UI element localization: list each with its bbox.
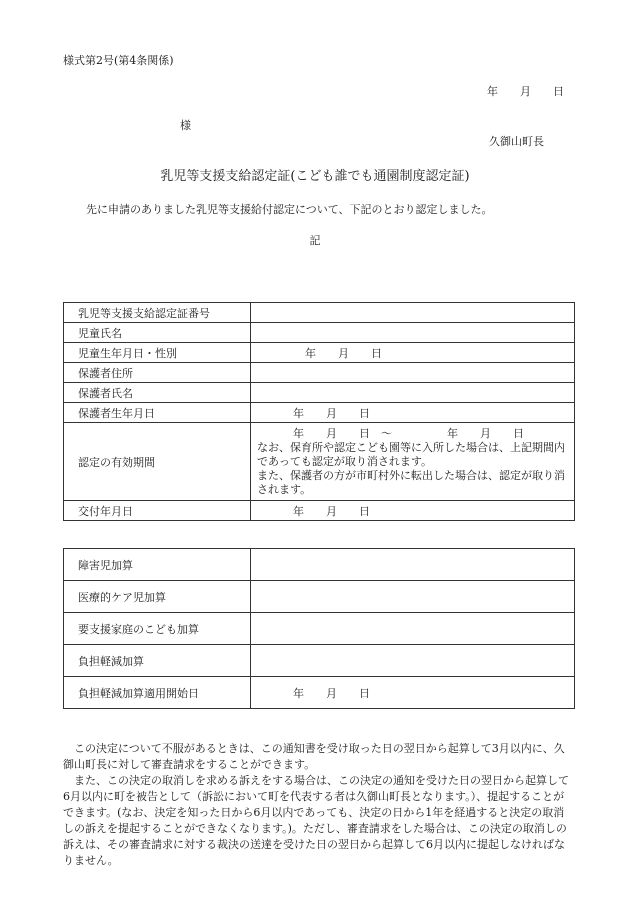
- table-row: [64, 581, 575, 613]
- appeal-notice-paragraph-2: また、この決定の取消しを求める訴えをする場合は、この決定の通知を受けた日の翌日から起算して6月以内に町を被告として（訴訟において町を代表する者は久御山町長となります。）、提起することができます。(なお、決定を知った日から6月以内であっても、決定の日から1年を経過すると決定の取消しの訴えを提起することができなくなります。)。ただし、審査請求をした場合は、この決定の取消しの訴えは、その審査請求に対する裁決の送達を受けた日の翌日から起算して6月以内に提起しなければなりません。: [63, 774, 569, 867]
- addressee-suffix: 様: [180, 119, 191, 132]
- burden-reduction-start-date-field: [251, 677, 575, 709]
- table-row: [64, 645, 575, 677]
- table-row: [64, 383, 575, 403]
- date-blank: 年 月 日: [293, 686, 370, 700]
- table-row: [64, 501, 575, 521]
- table-row: [64, 343, 575, 363]
- row-label: 交付年月日: [64, 501, 251, 521]
- support-family-addition-field: [251, 613, 575, 645]
- row-label: 障害児加算: [64, 549, 251, 581]
- additions-table: [63, 548, 575, 709]
- row-label: 保護者生年月日: [64, 403, 251, 423]
- table-row: [64, 303, 575, 323]
- disabled-child-addition-field: [251, 549, 575, 581]
- child-name-field: [251, 323, 575, 343]
- row-label: 負担軽減加算適用開始日: [64, 677, 251, 709]
- guardian-name-field: [251, 383, 575, 403]
- guardian-birthdate-field: [251, 403, 575, 423]
- row-label: 要支援家庭のこども加算: [64, 613, 251, 645]
- row-label: 負担軽減加算: [64, 645, 251, 677]
- appeal-notice: [63, 741, 569, 869]
- guardian-address-field: [251, 363, 575, 383]
- intro-text: 先に申請のありました乳児等支援給付認定について、下記のとおり認定しました。: [86, 203, 493, 216]
- row-label: 認定の有効期間: [64, 423, 251, 501]
- row-label: 児童氏名: [64, 323, 251, 343]
- validity-period-range: 年 月 日 ～ 年 月 日: [293, 426, 524, 440]
- date-blank: 年 月 日: [293, 406, 370, 420]
- table-row: [64, 363, 575, 383]
- table-row: [64, 549, 575, 581]
- ki-marker: 記: [309, 234, 321, 247]
- table-row: [64, 403, 575, 423]
- child-birthdate-field: [251, 343, 575, 363]
- appeal-notice-paragraph-1: この決定について不服があるときは、この通知書を受け取った日の翌日から起算して3月以内に、久御山町長に対して審査請求をすることができます。: [63, 742, 565, 771]
- burden-reduction-addition-field: [251, 645, 575, 677]
- validity-note-moveout: また、保護者の方が市町村外に転出した場合は、認定が取り消されます。: [257, 468, 565, 496]
- medical-care-addition-field: [251, 581, 575, 613]
- row-label: 乳児等支援支給認定証番号: [64, 303, 251, 323]
- date-blank: 年 月 日: [293, 504, 370, 518]
- table-row: [64, 613, 575, 645]
- issue-date-blank: 年 月 日: [487, 85, 564, 98]
- document-title: 乳児等支援支給認定証(こども誰でも通園制度認定証): [160, 169, 470, 184]
- certificate-number-field: [251, 303, 575, 323]
- issuer-name: 久御山町長: [489, 135, 544, 148]
- table-row: [64, 323, 575, 343]
- form-number: 様式第2号(第4条関係): [63, 54, 174, 67]
- certificate-table: [63, 302, 575, 521]
- row-label: 保護者住所: [64, 363, 251, 383]
- issue-date-field: [251, 501, 575, 521]
- row-label: 保護者氏名: [64, 383, 251, 403]
- date-blank: 年 月 日: [305, 346, 382, 360]
- row-label: 児童生年月日・性別: [64, 343, 251, 363]
- validity-note-admission: なお、保育所や認定こども園等に入所した場合は、上記期間内であっても認定が取り消されます。: [257, 440, 565, 468]
- table-row: [64, 677, 575, 709]
- row-label: 医療的ケア児加算: [64, 581, 251, 613]
- table-row: [64, 423, 575, 501]
- validity-period-field: [251, 423, 575, 501]
